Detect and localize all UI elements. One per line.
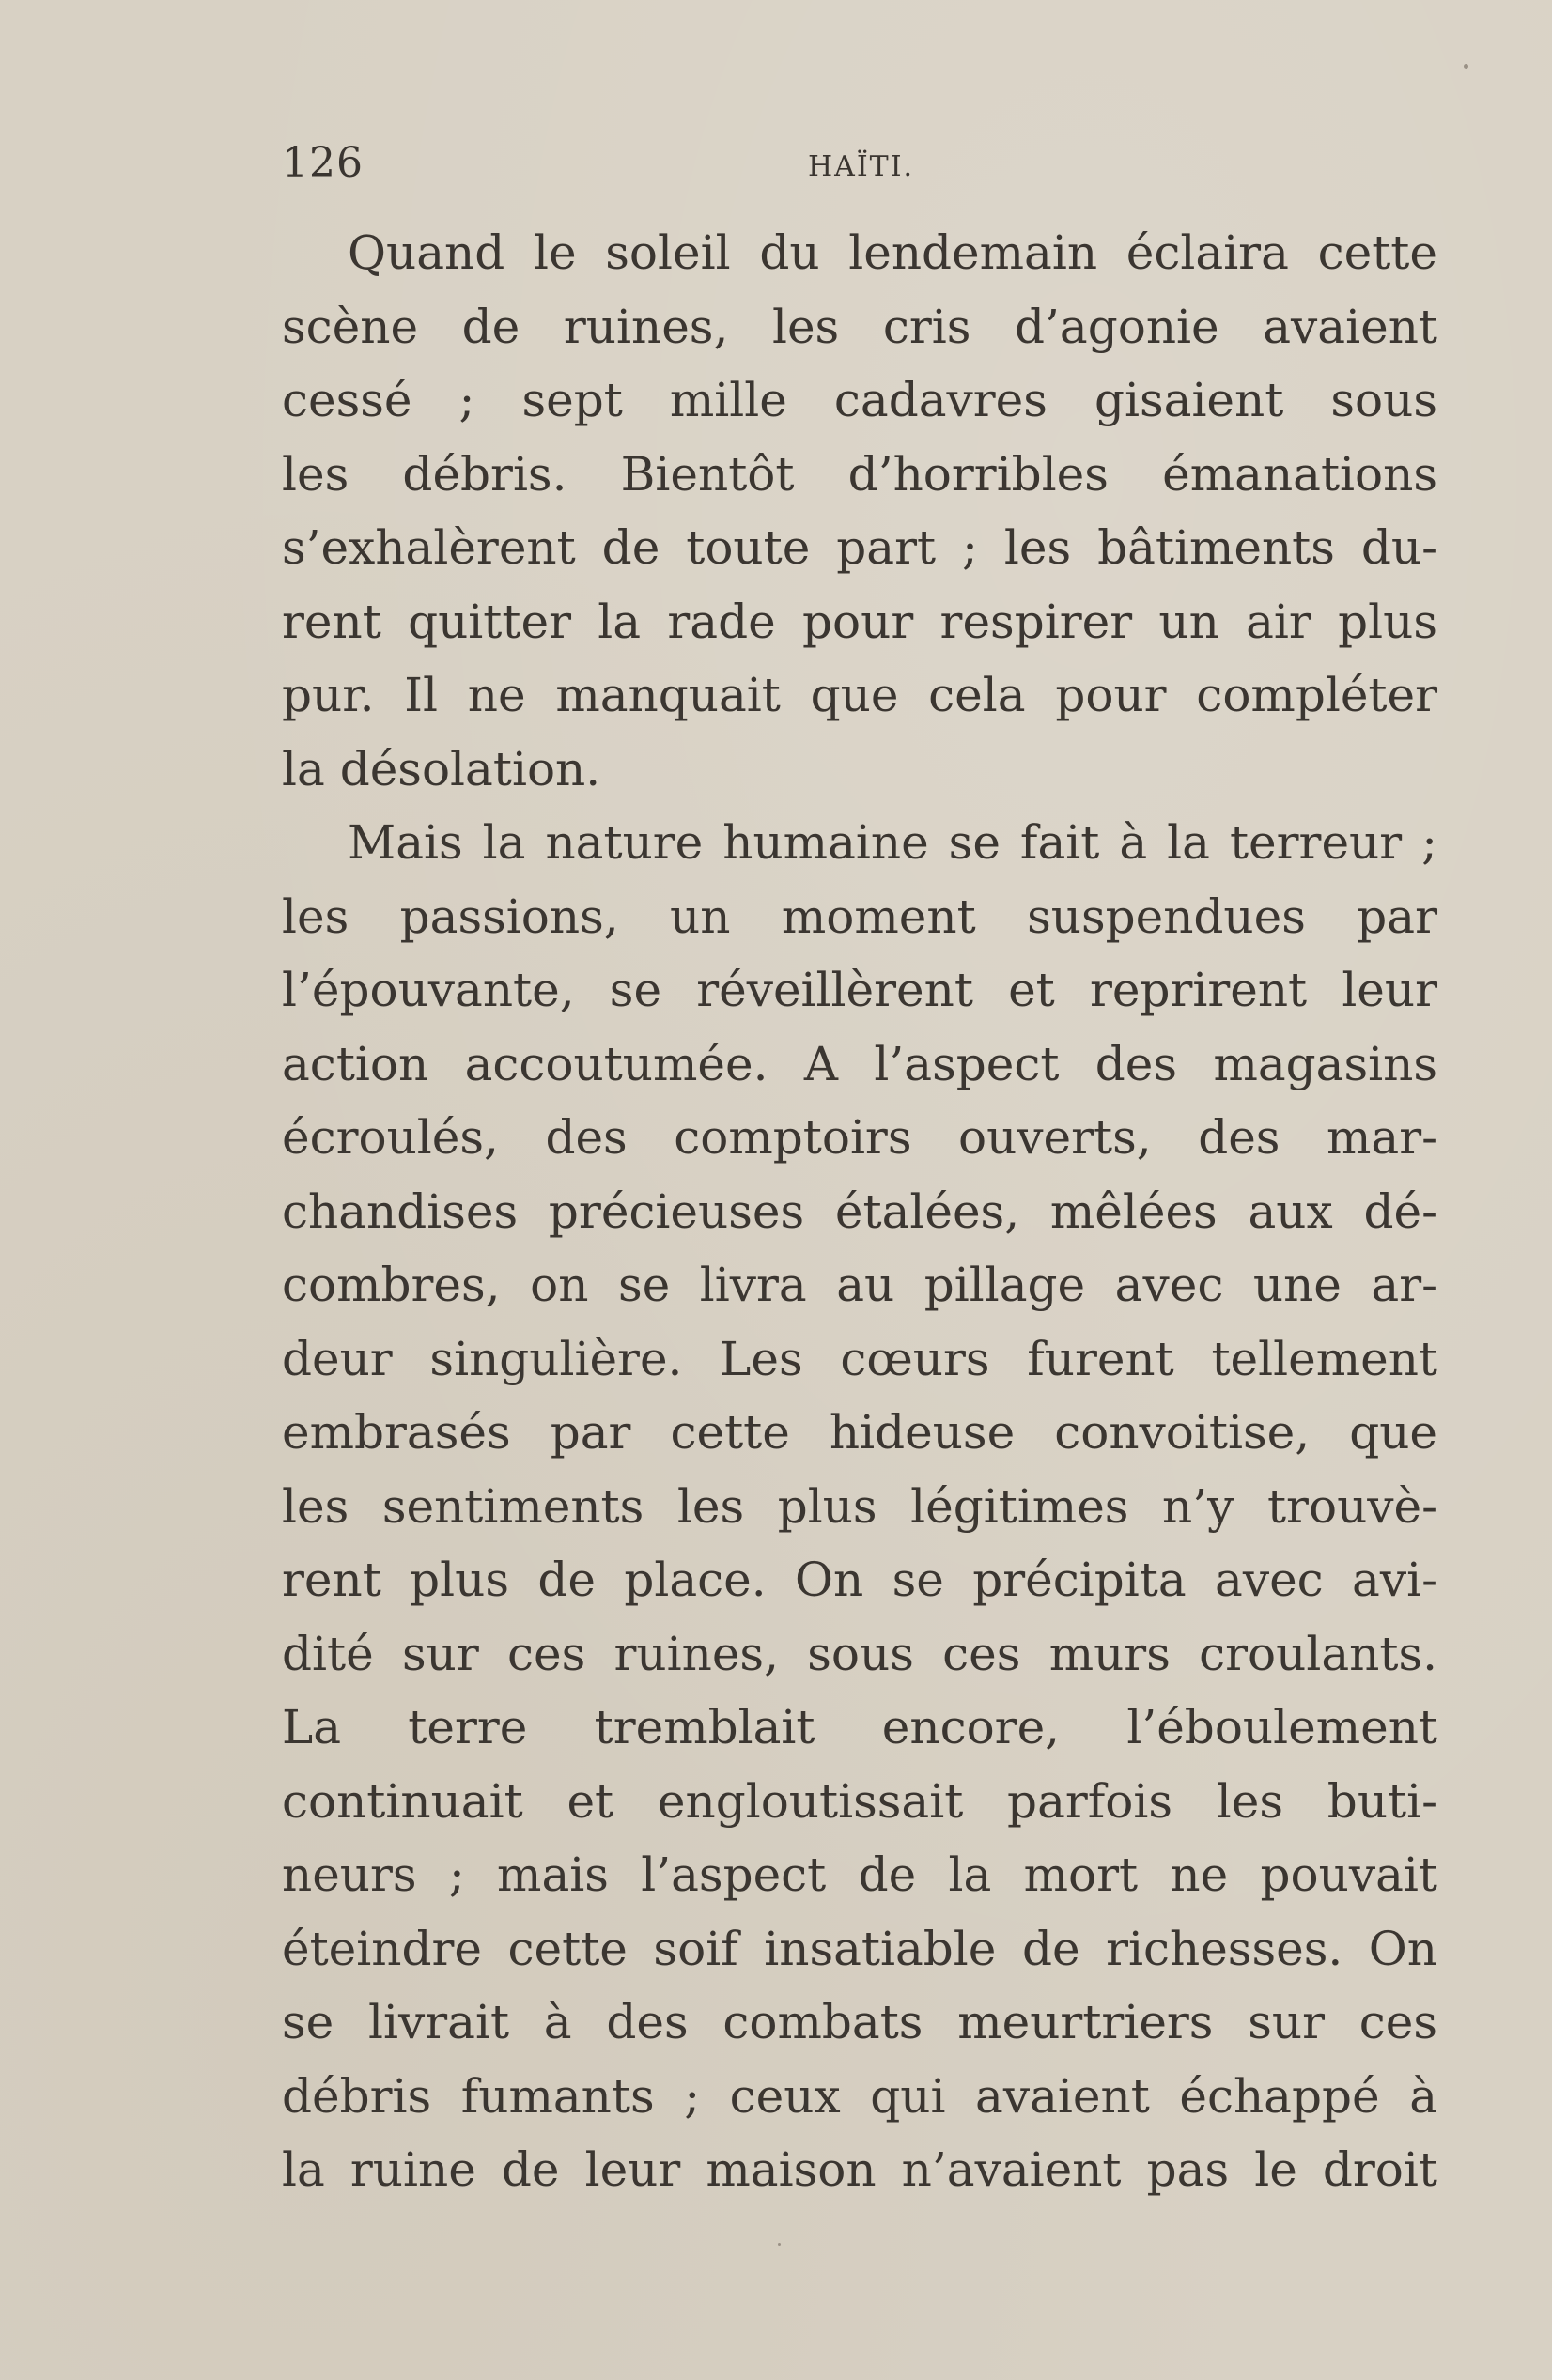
- text-line: embrasés par cette hideuse convoitise, que: [282, 1405, 1437, 1460]
- text-line: débris fumants ; ceux qui avaient échappé à: [282, 2068, 1437, 2124]
- paragraph: [282, 806, 1437, 2207]
- text-line: action accoutumée. A l’aspect des magasins: [282, 1036, 1437, 1091]
- text-line: les débris. Bientôt d’horribles émanations: [282, 446, 1437, 502]
- text-line: La terre tremblait encore, l’éboulement: [282, 1700, 1437, 1754]
- text-line: écroulés, des comptoirs ouverts, des mar-: [282, 1110, 1437, 1165]
- running-head: [282, 139, 1437, 195]
- paper-speck: [778, 2243, 781, 2246]
- text-line: rent quitter la rade pour respirer un air plus: [282, 594, 1437, 649]
- running-title: HAÏTI.: [808, 150, 915, 183]
- text-line: éteindre cette soif insatiable de richesses. On: [282, 1921, 1437, 1976]
- text-line: cessé ; sept mille cadavres gisaient sous: [282, 373, 1437, 427]
- text-line: Quand le soleil du lendemain éclaira cette: [348, 225, 1437, 280]
- paragraph: [282, 216, 1437, 806]
- text-line: combres, on se livra au pillage avec une ar-: [282, 1258, 1437, 1312]
- text-line: la désolation.: [282, 741, 601, 796]
- text-line: scène de ruines, les cris d’agonie avaient: [282, 299, 1437, 354]
- text-line: deur singulière. Les cœurs furent tellement: [282, 1331, 1437, 1386]
- text-line: continuait et engloutissait parfois les buti-: [282, 1773, 1437, 1829]
- paper-speck: [1464, 64, 1468, 69]
- text-line: se livrait à des combats meurtriers sur ces: [282, 1995, 1437, 2049]
- text-line: Mais la nature humaine se fait à la terreur ;: [348, 815, 1437, 870]
- text-line: les passions, un moment suspendues par: [282, 889, 1437, 944]
- page-number: 126: [282, 139, 364, 187]
- text-line: neurs ; mais l’aspect de la mort ne pouvait: [282, 1847, 1437, 1902]
- text-line: chandises précieuses étalées, mêlées aux dé-: [282, 1183, 1437, 1239]
- body-text: [282, 216, 1437, 2207]
- text-line: la ruine de leur maison n’avaient pas le droit: [282, 2142, 1437, 2197]
- text-line: pur. Il ne manquait que cela pour compléter: [282, 668, 1437, 722]
- text-line: l’épouvante, se réveillèrent et reprirent leur: [282, 963, 1437, 1017]
- text-line: dité sur ces ruines, sous ces murs croulants.: [282, 1626, 1437, 1681]
- text-line: les sentiments les plus légitimes n’y trouvè-: [282, 1478, 1437, 1534]
- text-line: rent plus de place. On se précipita avec avi-: [282, 1553, 1437, 1607]
- text-line: s’exhalèrent de toute part ; les bâtiments du-: [282, 520, 1437, 575]
